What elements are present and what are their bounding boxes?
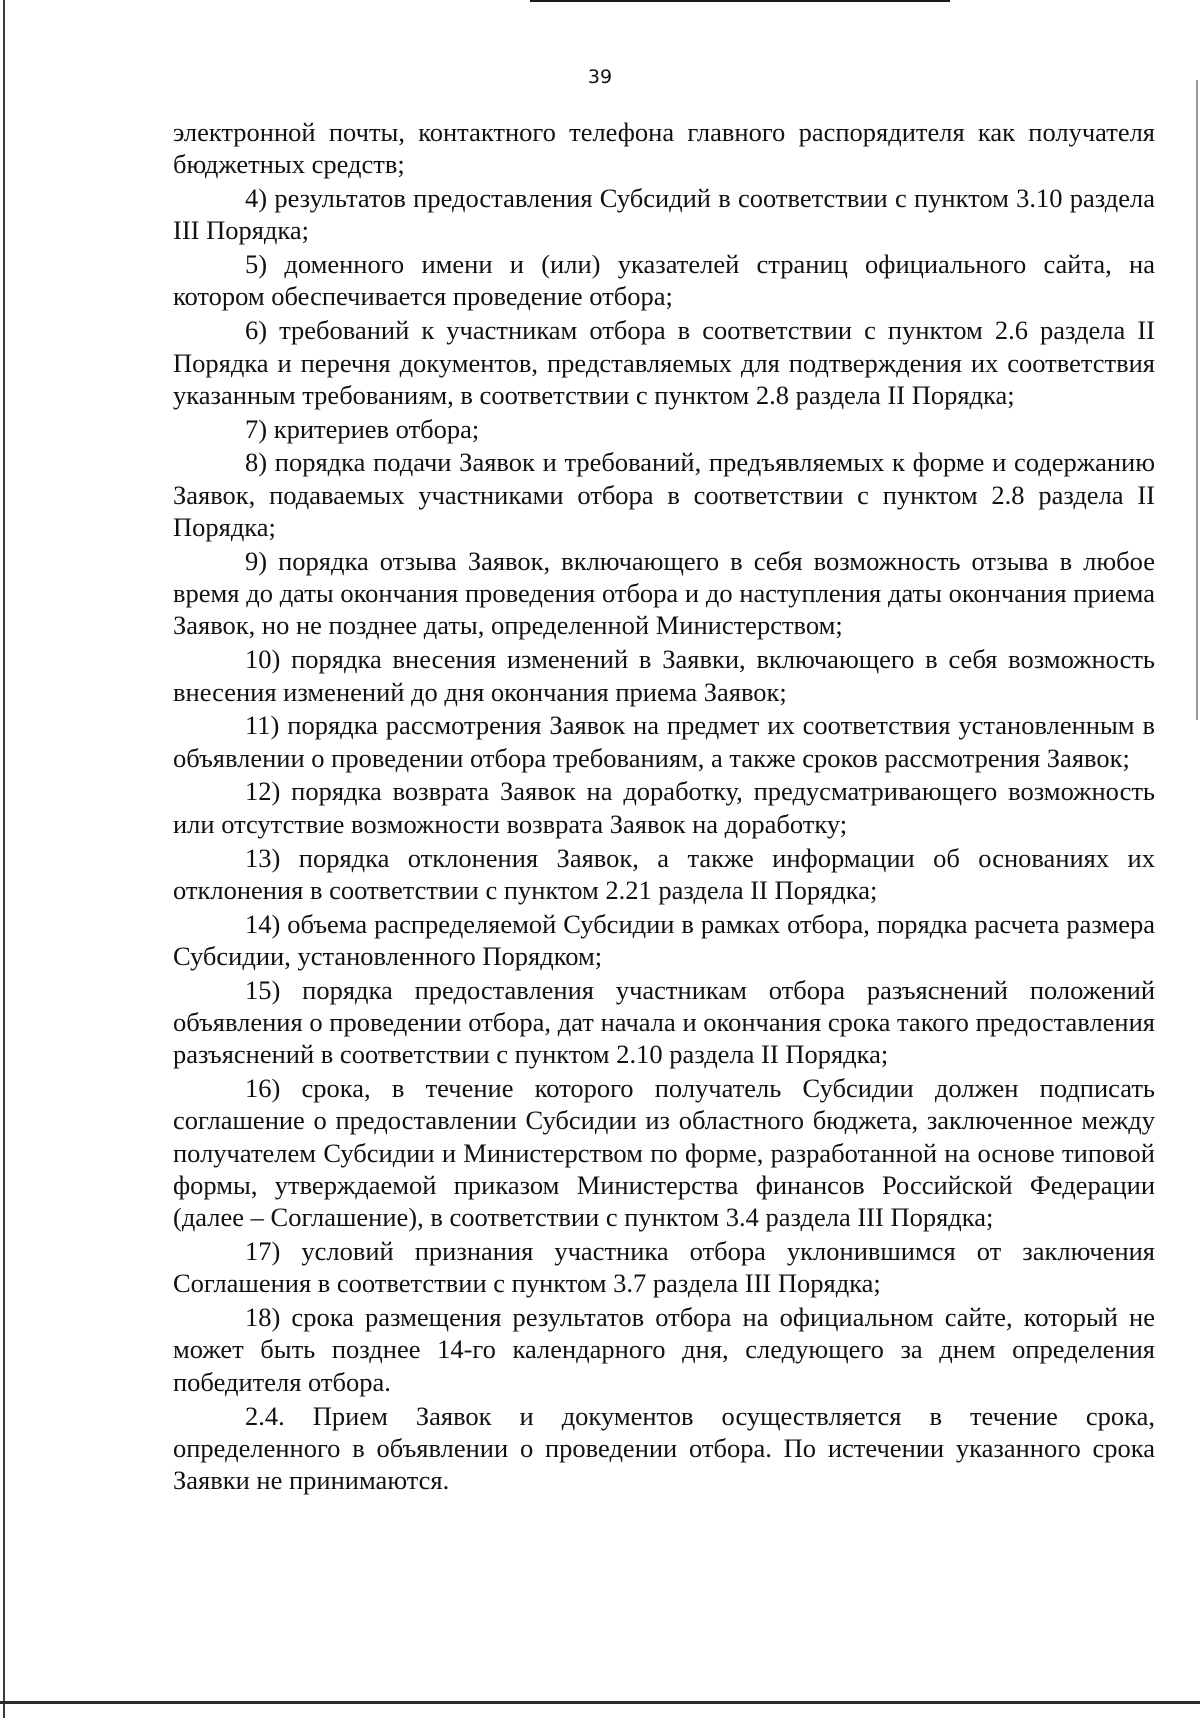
- list-item-11: 11) порядка рассмотрения Заявок на предмет их соответствия установленным в объявлении о проведении отбора требованиям, а также сроков рассмотрения Заявок;: [173, 710, 1155, 773]
- list-item-16: 16) срока, в течение которого получатель Субсидии должен подписать соглашение о предоставлении Субсидии из областного бюджета, заключенное между получателем Субсидии и Министерством по форме, разработанной на основе типовой формы, утверждаемой приказом Министерства финансов Российской Федерации (далее – Соглашение), в соответствии с пунктом 3.4 раздела III Порядка;: [173, 1073, 1155, 1233]
- list-item-10: 10) порядка внесения изменений в Заявки, включающего в себя возможность внесения изменений до дня окончания приема Заявок;: [173, 644, 1155, 707]
- scan-bottom-edge-line: [0, 1701, 1200, 1704]
- list-item-8: 8) порядка подачи Заявок и требований, предъявляемых к форме и содержанию Заявок, подаваемых участниками отбора в соответствии с пунктом 2.8 раздела II Порядка;: [173, 447, 1155, 543]
- list-item-7: 7) критериев отбора;: [245, 413, 480, 444]
- list-item-12: 12) порядка возврата Заявок на доработку, предусматривающего возможность или отсутствие возможности возврата Заявок на доработку;: [173, 776, 1155, 839]
- document-body: [173, 116, 1155, 1496]
- list-item-5: 5) доменного имени и (или) указателей страниц официального сайта, на котором обеспечивается проведение отбора;: [173, 249, 1155, 312]
- list-item-4: 4) результатов предоставления Субсидий в соответствии с пунктом 3.10 раздела III Порядка;: [173, 183, 1155, 246]
- list-item-13: 13) порядка отклонения Заявок, а также информации об основаниях их отклонения в соответствии с пунктом 2.21 раздела II Порядка;: [173, 842, 1155, 905]
- paragraph-continuation: электронной почты, контактного телефона главного распорядителя как получателя бюджетных средств;: [173, 117, 1155, 180]
- page-number: 39: [587, 66, 613, 88]
- scan-left-edge-line: [3, 0, 5, 1718]
- list-item-9: 9) порядка отзыва Заявок, включающего в себя возможность отзыва в любое время до даты окончания проведения отбора и до наступления даты окончания приема Заявок, но не позднее даты, определенной Министерством;: [173, 545, 1155, 641]
- scan-top-edge-line: [530, 0, 950, 2]
- scan-right-edge-mark: [1196, 80, 1198, 720]
- list-item-15: 15) порядка предоставления участникам отбора разъяснений положений объявления о проведении отбора, дат начала и окончания срока такого предоставления разъяснений в соответствии с пунктом 2.10 раздела II Порядка;: [173, 974, 1155, 1070]
- list-item-17: 17) условий признания участника отбора уклонившимся от заключения Соглашения в соответствии с пунктом 3.7 раздела III Порядка;: [173, 1236, 1155, 1299]
- list-item-14: 14) объема распределяемой Субсидии в рамках отбора, порядка расчета размера Субсидии, установленного Порядком;: [173, 908, 1155, 971]
- list-item-6: 6) требований к участникам отбора в соответствии с пунктом 2.6 раздела II Порядка и перечня документов, представляемых для подтверждения их соответствия указанным требованиям, в соответствии с пунктом 2.8 раздела II Порядка;: [173, 315, 1155, 410]
- list-item-18: 18) срока размещения результатов отбора на официальном сайте, который не может быть позднее 14-го календарного дня, следующего за днем определения победителя отбора.: [173, 1302, 1155, 1397]
- section-2-4-paragraph: 2.4. Прием Заявок и документов осуществляется в течение срока, определенного в объявлении о проведении отбора. По истечении указанного срока Заявки не принимаются.: [173, 1400, 1155, 1496]
